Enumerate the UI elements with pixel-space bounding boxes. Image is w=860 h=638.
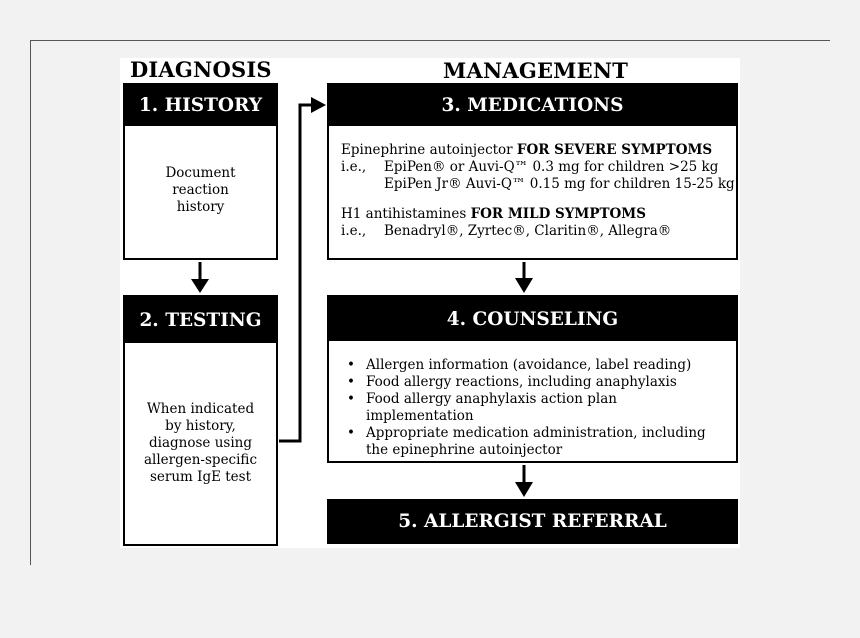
epipen-jr-line: EpiPen Jr® Auvi-Q™ 0.15 mg for children 15-25 kg bbox=[384, 176, 735, 192]
list-item: • Food allergy anaphylaxis action plan implementation bbox=[341, 391, 722, 425]
history-heading: 1. HISTORY bbox=[125, 85, 276, 126]
right-arrow-icon bbox=[311, 97, 326, 113]
testing-text: When indicated by history, diagnose using allergen-specific serum IgE test bbox=[143, 401, 258, 485]
testing-to-medications-connector bbox=[279, 105, 312, 441]
list-item: • Appropriate medication administration, including the epinephrine autoinjector bbox=[341, 425, 722, 459]
history-text: Document reaction history bbox=[165, 164, 236, 215]
management-title: MANAGEMENT bbox=[443, 58, 629, 83]
list-item: • Allergen information (avoidance, label reading) bbox=[341, 357, 722, 374]
antihistamine-brands: Benadryl®, Zyrtec®, Claritin®, Allegra® bbox=[384, 223, 672, 239]
list-item: • Food allergy reactions, including anaphylaxis bbox=[341, 374, 722, 391]
diagnosis-title: DIAGNOSIS bbox=[130, 57, 272, 82]
referral-box: 5. ALLERGIST REFERRAL bbox=[327, 499, 738, 544]
severe-symptoms-label: FOR SEVERE SYMPTOMS bbox=[516, 142, 713, 158]
down-arrow-icon bbox=[515, 482, 533, 497]
testing-heading: 2. TESTING bbox=[125, 297, 276, 343]
down-arrow-icon bbox=[191, 279, 209, 293]
medications-heading: 3. MEDICATIONS bbox=[329, 85, 736, 126]
mild-symptoms-label: FOR MILD SYMPTOMS bbox=[470, 206, 646, 222]
counseling-heading: 4. COUNSELING bbox=[329, 297, 736, 341]
epinephrine-intro: Epinephrine autoinjector bbox=[341, 142, 517, 158]
ie-label: i.e., bbox=[341, 159, 367, 175]
ie-label: i.e., bbox=[341, 223, 367, 239]
down-arrow-icon bbox=[515, 278, 533, 293]
antihistamine-intro: H1 antihistamines bbox=[341, 206, 471, 222]
epipen-line: EpiPen® or Auvi-Q™ 0.3 mg for children >25 kg bbox=[384, 159, 719, 175]
